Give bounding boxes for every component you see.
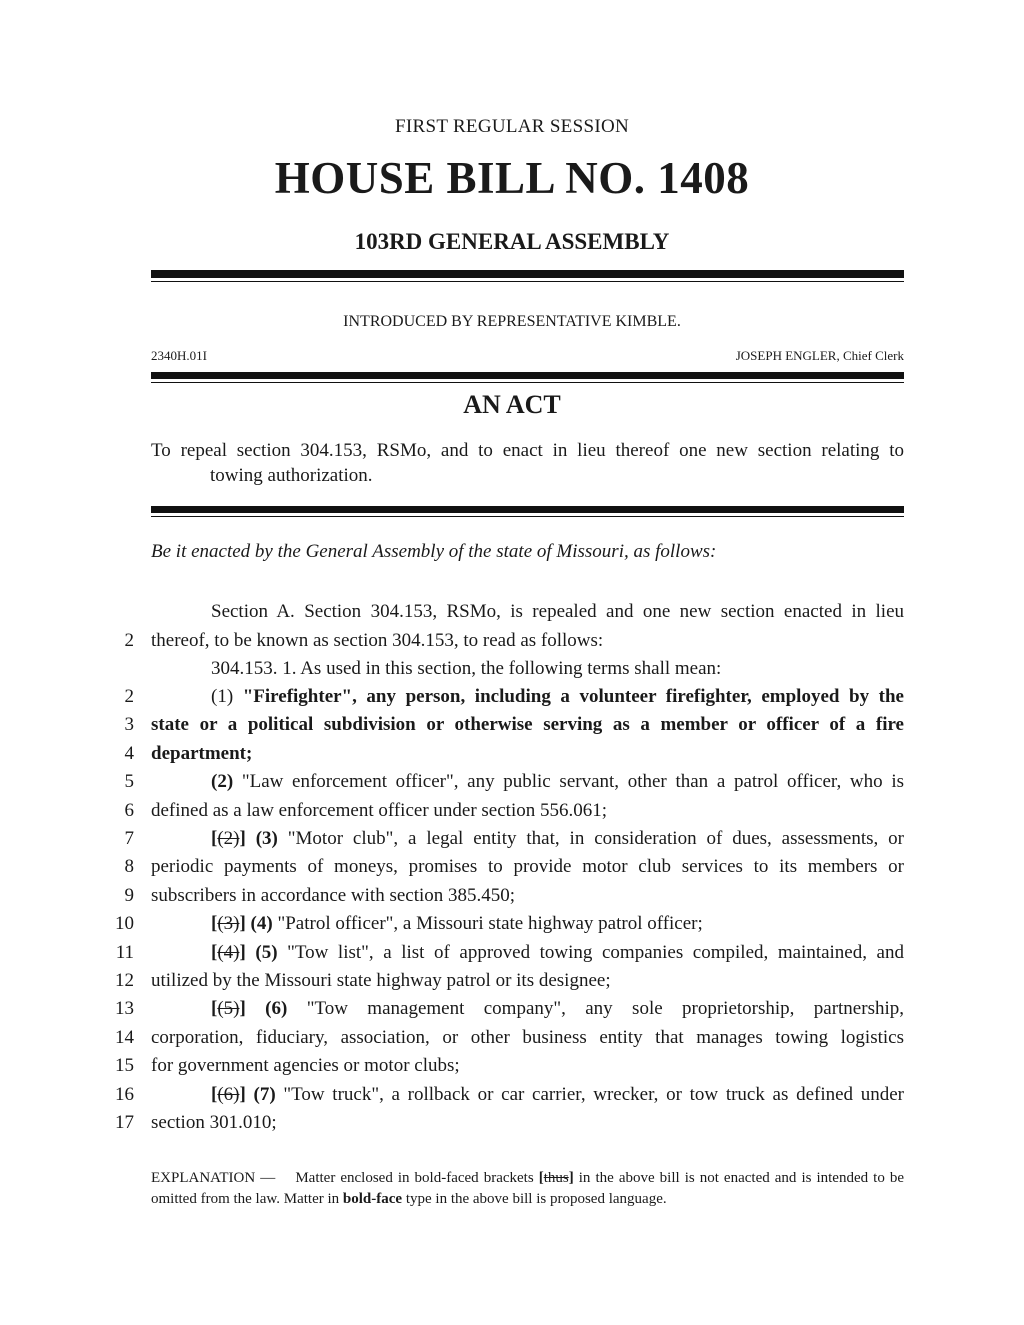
section-304-intro: 304.153. 1. As used in this section, the following terms shall mean: [211,658,722,679]
line-number: 15 [115,1055,134,1076]
act-title-line1: To repeal section 304.153, RSMo, and to enact in lieu thereof one new section relating to [151,440,904,461]
struck-text: (6) [217,1084,240,1105]
explanation-label: EXPLANATION — [151,1170,276,1186]
text-run: for government agencies or motor clubs; [151,1055,460,1076]
bold-text: ] (5) [239,942,278,963]
section-a-line2: thereof, to be known as section 304.153, to read as follows: [151,630,604,651]
struck-text: (2) [217,828,240,849]
title-rule-thick [151,506,904,513]
bill-text-line [151,743,904,765]
clerk-rule-thin [151,382,904,383]
bill-text-line [151,1112,904,1134]
bold-text: [ [211,998,218,1019]
text-run: "Tow list", a list of approved towing companies compiled, maintained, and [277,942,904,963]
header-rule-thick [151,270,904,278]
struck-text: (5) [217,998,240,1019]
bill-text-line [211,913,904,935]
bill-text-line [151,800,904,822]
line-number: 6 [124,800,134,821]
line-number: 4 [124,743,134,764]
bill-text-line [211,1084,904,1106]
explanation-text: in the above bill is not enacted and is intended to be omitted from the law. Matter in [151,1170,905,1207]
line-number: 16 [115,1084,134,1105]
act-heading: AN ACT [463,390,561,419]
text-run: (1) [211,686,243,707]
header-rule-thin [151,281,904,282]
bill-text-line [211,942,904,964]
line-number: 5 [124,771,134,792]
act-title-line2: towing authorization. [210,465,373,486]
bill-text-line [151,1055,904,1077]
text-run: corporation, fiduciary, association, or other business entity that manages towing logistics [151,1027,904,1048]
line-number: 14 [115,1027,134,1048]
line-number: 9 [124,885,134,906]
bill-text-line [211,771,904,793]
struck-text: (3) [217,913,240,934]
text-run: utilized by the Missouri state highway patrol or its designee; [151,970,611,991]
text-run: "Motor club", a legal entity that, in consideration of dues, assessments, or [277,828,904,849]
bold-text: "Firefighter", any person, including a volunteer firefighter, employed by the [242,686,904,707]
line-number: 7 [124,828,134,849]
bold-text: [ [211,1084,218,1105]
text-run: defined as a law enforcement officer under section 556.061; [151,800,607,821]
section-a-line1: Section A. Section 304.153, RSMo, is repealed and one new section enacted in lieu [211,601,904,622]
boldface-example: bold-face [342,1191,403,1207]
bracket-close: ] [568,1170,574,1186]
bill-text-line [151,970,904,992]
bill-text-line [151,1027,904,1049]
line-number: 11 [115,942,134,963]
text-run: section 301.010; [151,1112,277,1133]
line-number: 8 [124,856,134,877]
bold-text: ] (6) [239,998,288,1019]
bold-text: ] (7) [239,1084,276,1105]
bill-text-line [151,885,904,907]
bold-text: (2) [211,771,234,792]
line-number: 3 [124,714,134,735]
introduced-by: INTRODUCED BY REPRESENTATIVE KIMBLE. [343,313,681,330]
bill-text-line [211,686,904,708]
text-run: "Patrol officer", a Missouri state highway patrol officer; [272,913,703,934]
bill-text-line [151,714,904,736]
line-number: 2 [124,630,134,651]
bold-text: department; [151,743,253,764]
bill-text-line [151,856,904,878]
bold-text: [ [211,828,218,849]
text-run: "Law enforcement officer", any public servant, other than a patrol officer, who is [233,771,904,792]
line-number: 10 [115,913,134,934]
line-number: 17 [115,1112,134,1133]
bill-text-line [211,828,904,850]
doc-code: 2340H.01I [151,348,207,363]
bold-text: ] (3) [239,828,278,849]
explanation-note [151,1168,904,1210]
bold-text: ] (4) [239,913,273,934]
session-label: FIRST REGULAR SESSION [395,116,629,137]
explanation-text: Matter enclosed in bold-faced brackets [295,1170,539,1186]
bill-text-line [211,998,904,1020]
bold-text: [ [211,942,218,963]
bill-number: HOUSE BILL NO. 1408 [274,153,750,203]
text-run: periodic payments of moneys, promises to provide motor club services to its members or [151,856,904,877]
chief-clerk: JOSEPH ENGLER, Chief Clerk [735,348,904,363]
line-number: 12 [115,970,134,991]
line-number: 2 [124,686,134,707]
explanation-text: type in the above bill is proposed language. [402,1191,667,1207]
assembly-label: 103RD GENERAL ASSEMBLY [354,229,670,254]
bold-text: state or a political subdivision or otherwise serving as a member or officer of a fire [151,714,904,735]
struck-example: thus [543,1170,569,1186]
enacting-clause: Be it enacted by the General Assembly of the state of Missouri, as follows: [151,541,717,562]
text-run: "Tow management company", any sole proprietorship, partnership, [287,998,904,1019]
title-rule-thin [151,516,904,517]
struck-text: (4) [217,942,240,963]
bracket-open: [ [538,1170,544,1186]
bold-text: [ [211,913,218,934]
text-run: "Tow truck", a rollback or car carrier, wrecker, or tow truck as defined under [275,1084,904,1105]
clerk-rule-thick [151,372,904,379]
text-run: subscribers in accordance with section 385.450; [151,885,516,906]
line-number: 13 [115,998,134,1019]
